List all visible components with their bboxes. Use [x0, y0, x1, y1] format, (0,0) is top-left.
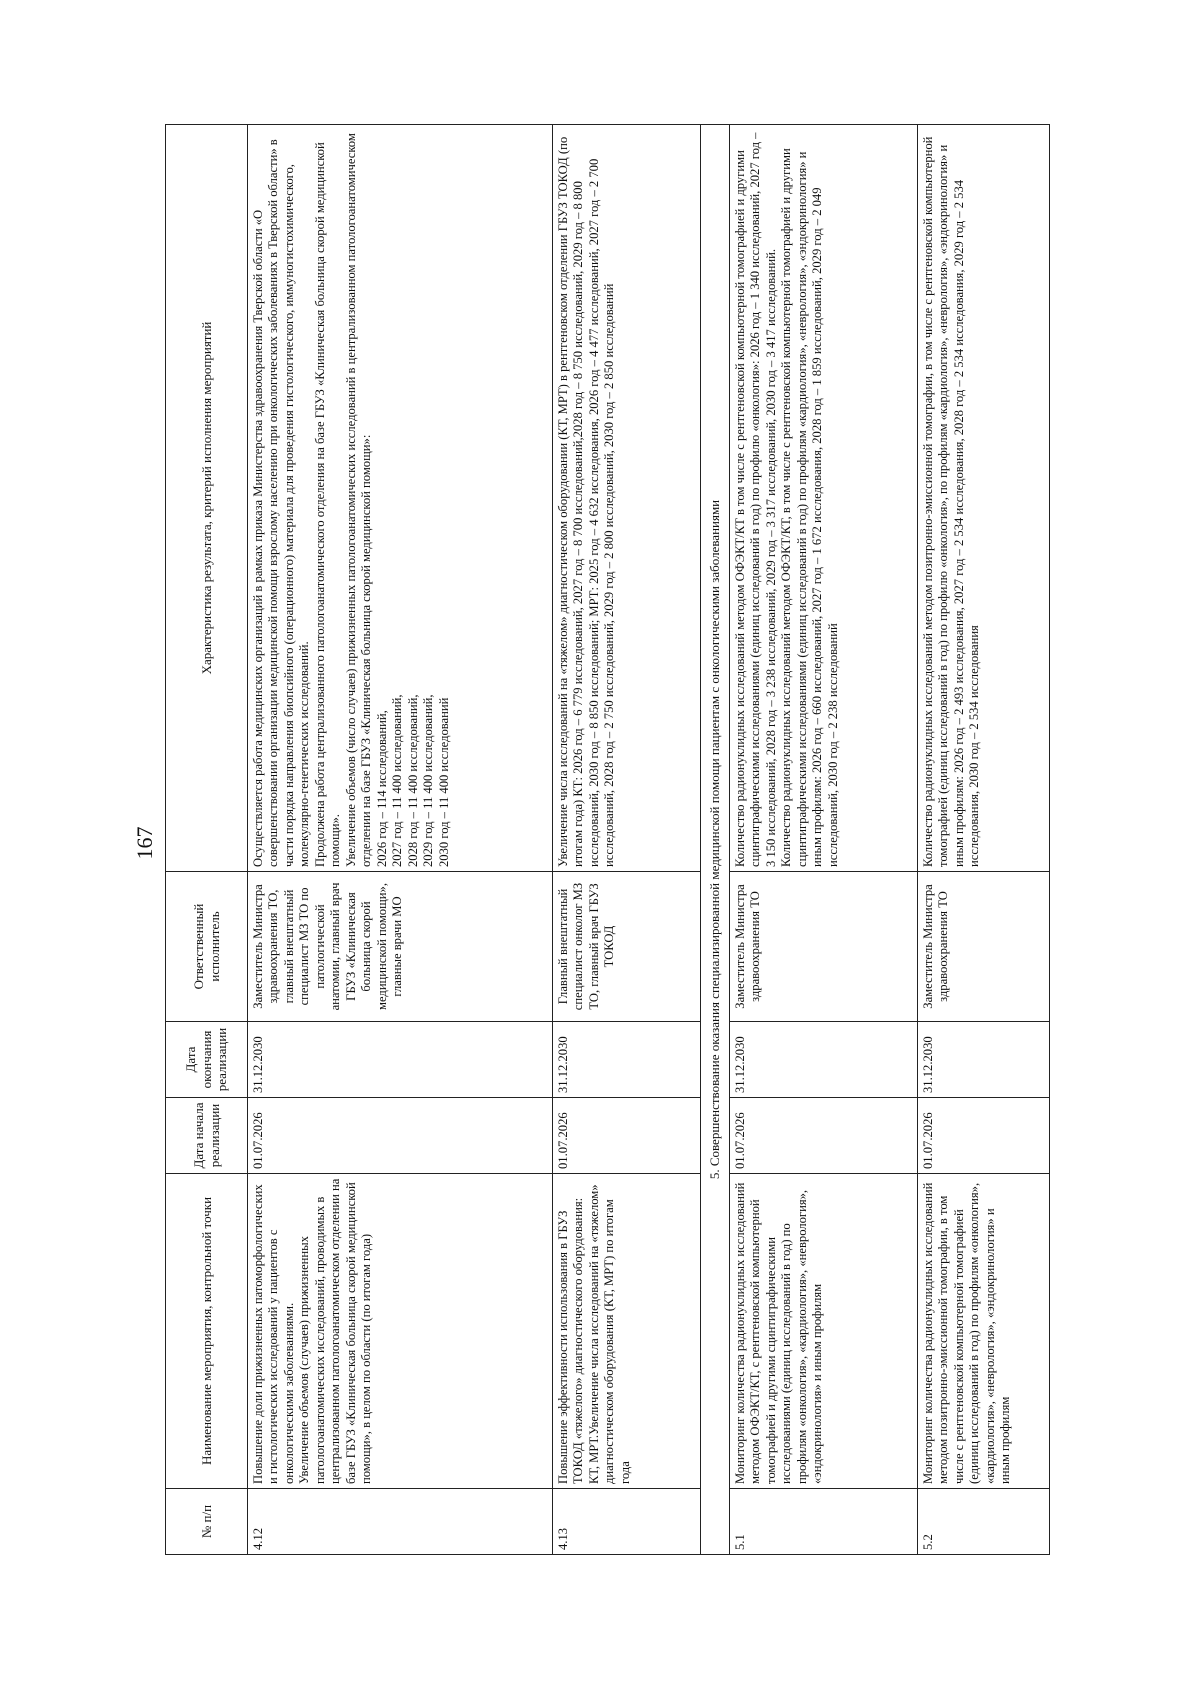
header-end: Дата окончания реализации — [166, 1022, 248, 1098]
rotated-table-container — [165, 125, 1050, 1555]
row-start: 01.07.2026 — [918, 1098, 1050, 1174]
row-name: Повышение эффективности использования в ГБУЗ ТОКОД «тяжелого» диагностического оборудования: КТ, МРТ.Увеличение числа исследований на «тяжелом» диагностическом оборудования (КТ, МРТ) по итогам года — [553, 1174, 701, 1489]
table-header-row — [166, 125, 248, 1555]
page-number: 167 — [132, 826, 157, 860]
table-row — [918, 125, 1050, 1555]
row-name: Мониторинг количества радионуклидных исследований методом позитронно-эмиссионной томографии, в том числе с рентгеновской компьютерной томографией (единиц исследований в год) по профилям «онкология», «кардиология», «неврология», «эндокринология» и иным профилям — [918, 1174, 1050, 1489]
row-num: 4.12 — [248, 1489, 553, 1555]
table-row — [248, 125, 553, 1555]
row-result: Количество радионуклидных исследований методом ОФЭКТ/КТ в том числе с рентгеновской компьютерной томографией и другими сцинтиграфическими исследованиями (единиц исследований в год) по профилю «онкология»: 2026 год – 1 340 исследований, 2027 год – 3 150 исследований, 2028 год – 3 238 исследований, 2029 год – 3 317 исследований, 2030 год – 3 417 исследований. Количество радионуклидных исследований методом ОФЭКТ/КТ, в том числе с рентгеновской компьютерной томографией и другими сцинтиграфическими исследованиями (единиц исследований в год) по профилям «кардиология», «неврология», «эндокринология» и иным профилям: 2026 год – 660 исследований, 2027 год – 1 672 исследования, 2028 год – 1 859 исследований, 2029 год – 2 049 исследований, 2030 год – 2 238 исследований — [730, 125, 918, 872]
section-row — [701, 125, 730, 1555]
header-resp: Ответственный исполнитель — [166, 872, 248, 1022]
row-end: 31.12.2030 — [553, 1022, 701, 1098]
row-result: Количество радионуклидных исследований методом позитронно-эмиссионной томографии, в том числе с рентгеновской компьютерной томографией (единиц исследований в год) по профилю «онкология», по профилям «кардиология», «неврология», «эндокринология» и иным профилям: 2026 год – 2 493 исследования, 2027 год – 2 534 исследования, 2028 год – 2 534 исследования, 2029 год – 2 534 исследования, 2030 год – 2 534 исследования — [918, 125, 1050, 872]
row-result: Осуществляется работа медицинских организаций в рамках приказа Министерства здравоохранения Тверской области «О совершенствовании организации медицинской помощи взрослому населению при онкологических заболеваниях в Тверской области» в части порядка направления биопсийного (операционного) материала для проведения гистологического, иммуногистохимического, молекулярно-генетических исследований. Продолжена работа централизованного патологоанатомического отделения на базе ГБУЗ «Клиническая больница скорой медицинской помощи». Увеличение объемов (число случаев) прижизненных патологоанатомических исследований в централизованном патологоанатомическом отделении на базе ГБУЗ «Клиническая больница скорой медицинской помощи»: 2026 год – 114 исследований, 2027 год – 11 400 исследований, 2028 год – 11 400 исследований, 2029 год – 11 400 исследований, 2030 год – 11 400 исследований — [248, 125, 553, 872]
table-row — [730, 125, 918, 1555]
row-result: Увеличение числа исследований на «тяжелом» диагностическом оборудовании (КТ, МРТ) в рентгеновском отделении ГБУЗ ТОКОД (по итогам года) КТ: 2026 год – 6 779 исследований, 2027 год – 8 700 исследований,2028 год – 8 750 исследований, 2029 год – 8 800 исследований, 2030 год – 8 850 исследований; МРТ: 2025 год – 4 632 исследования, 2026 год – 4 477 исследований, 2027 год – 2 700 исследований, 2028 год – 2 750 исследований, 2029 год – 2 800 исследований, 2030 год – 2 850 исследований — [553, 125, 701, 872]
row-resp: Заместитель Министра здравоохранения ТО — [730, 872, 918, 1022]
section-title: 5. Совершенствование оказания специализированной медицинской помощи пациентам с онкологическими заболеваниями — [701, 125, 730, 1555]
row-end: 31.12.2030 — [918, 1022, 1050, 1098]
row-resp: Главный внештатный специалист онколог МЗ ТО, главный врач ГБУЗ ТОКОД — [553, 872, 701, 1022]
row-num: 5.1 — [730, 1489, 918, 1555]
header-name: Наименование мероприятия, контрольной точки — [166, 1174, 248, 1489]
row-start: 01.07.2026 — [248, 1098, 553, 1174]
row-resp: Заместитель Министра здравоохранения ТО, главный внештатный специалист МЗ ТО по патологической анатомии, главный врач ГБУЗ «Клиническая больница скорой медицинской помощи», главные врачи МО — [248, 872, 553, 1022]
row-name: Повышение доли прижизненных патоморфологических и гистологических исследований у пациентов с онкологическими заболеваниями. Увеличение объемов (случаев) прижизненных патологоанатомических исследований, проводимых в централизованном патологоанатомическом отделении на базе ГБУЗ «Клиническая больница скорой медицинской помощи», в целом по области (по итогам года) — [248, 1174, 553, 1489]
header-start: Дата начала реализации — [166, 1098, 248, 1174]
row-end: 31.12.2030 — [248, 1022, 553, 1098]
row-resp: Заместитель Министра здравоохранения ТО — [918, 872, 1050, 1022]
table-row — [553, 125, 701, 1555]
row-start: 01.07.2026 — [553, 1098, 701, 1174]
row-num: 4.13 — [553, 1489, 701, 1555]
header-num: № п/п — [166, 1489, 248, 1555]
row-name: Мониторинг количества радионуклидных исследований методом ОФЭКТ/КТ, с рентгеновской компьютерной томографией и другими сцинтиграфическими исследованиями (единиц исследований в год) по профилям «онкология», «кардиология», «неврология», «эндокринология» и иным профилям — [730, 1174, 918, 1489]
row-start: 01.07.2026 — [730, 1098, 918, 1174]
row-end: 31.12.2030 — [730, 1022, 918, 1098]
plan-table — [165, 124, 1050, 1555]
row-num: 5.2 — [918, 1489, 1050, 1555]
header-result: Характеристика результата, критерий исполнения мероприятий — [166, 125, 248, 872]
